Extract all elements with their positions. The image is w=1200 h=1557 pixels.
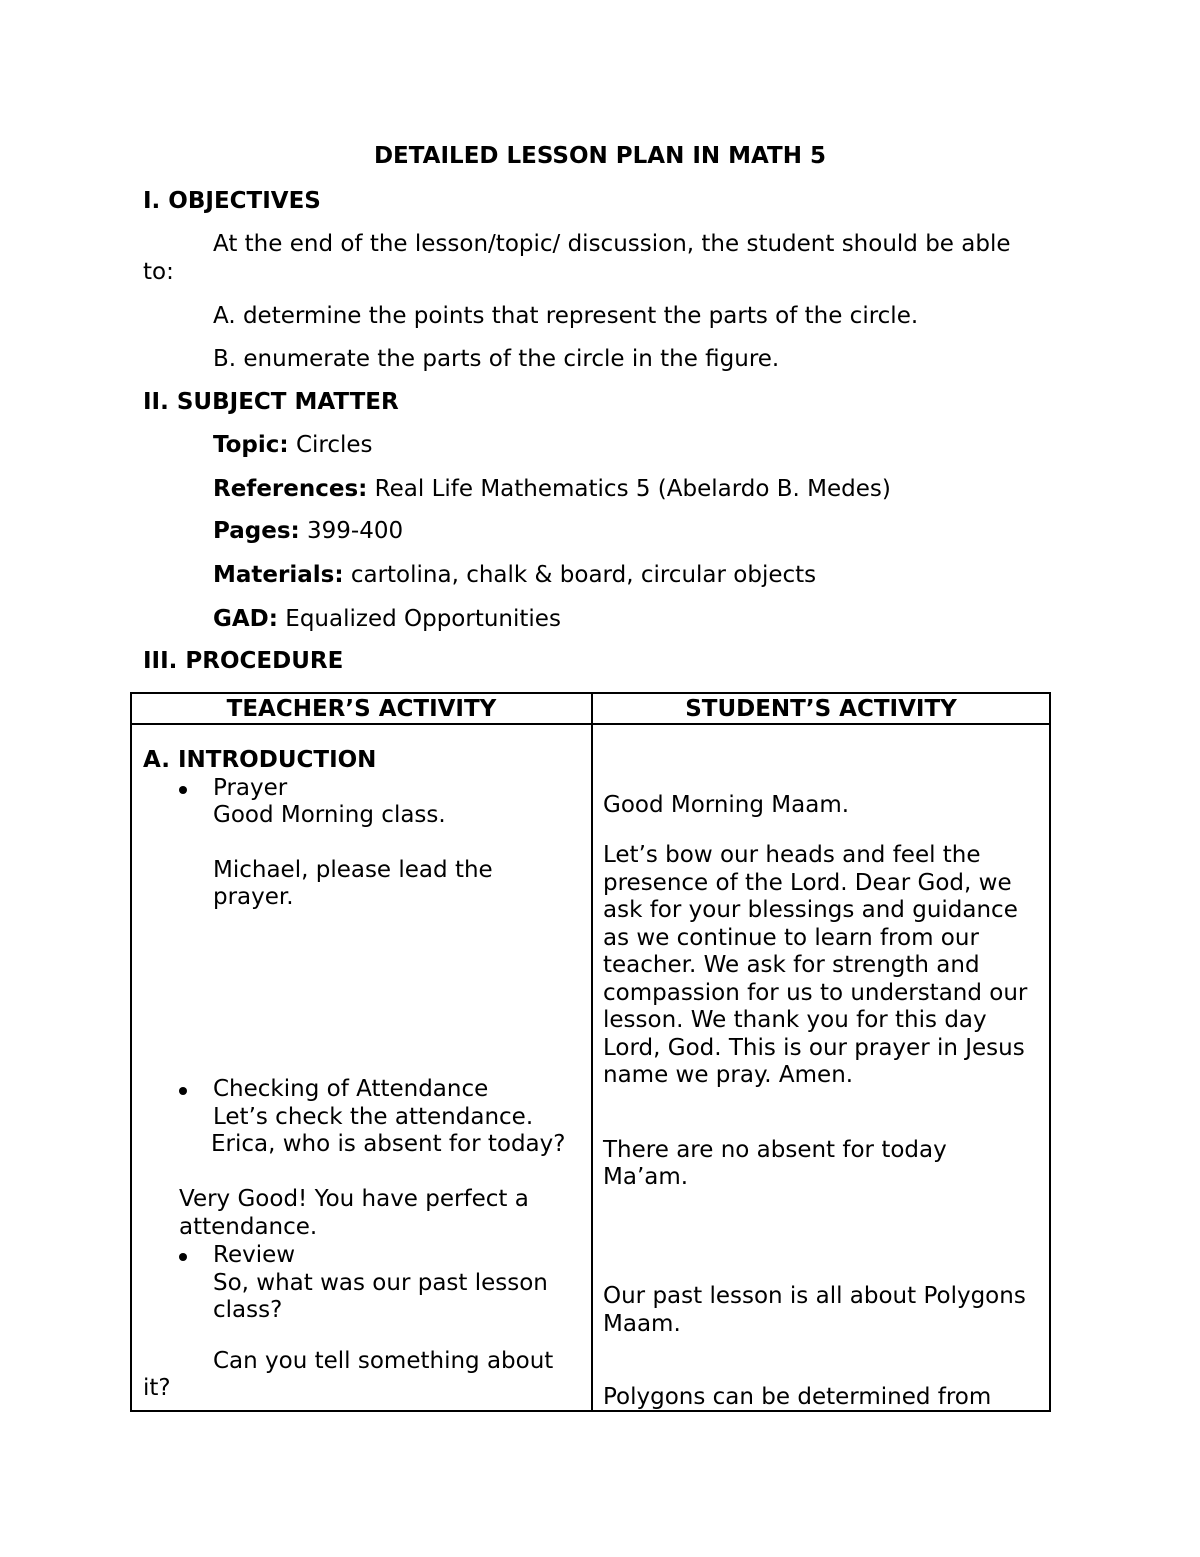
student-greeting: Good Morning Maam. xyxy=(603,792,850,818)
subject-matter-heading: II. SUBJECT MATTER xyxy=(143,389,399,415)
prayer-bullet-label: Prayer xyxy=(213,775,288,801)
objectives-intro-line1: At the end of the lesson/topic/ discussion, the student should be able xyxy=(213,231,1011,257)
gad-label: GAD: xyxy=(213,606,278,632)
teacher-prayer-request-line1: Michael, please lead the xyxy=(213,857,493,883)
student-prayer-line: as we continue to learn from our xyxy=(603,925,979,951)
objective-b: B. enumerate the parts of the circle in the figure. xyxy=(213,346,780,372)
pages-value: 399-400 xyxy=(307,518,404,544)
student-activity-header: STUDENT’S ACTIVITY xyxy=(685,696,957,722)
pages-label: Pages: xyxy=(213,518,300,544)
topic-label: Topic: xyxy=(213,432,289,458)
student-review-line3: Polygons can be determined from xyxy=(603,1384,992,1410)
teacher-prayer-request-line2: prayer. xyxy=(213,884,294,910)
gad-value: Equalized Opportunities xyxy=(285,606,561,632)
teacher-praise-line2: attendance. xyxy=(179,1214,318,1240)
teacher-praise-line1: Very Good! You have perfect a xyxy=(179,1186,529,1212)
student-review-line1: Our past lesson is all about Polygons xyxy=(603,1283,1026,1309)
bullet-icon xyxy=(179,1087,187,1095)
review-bullet-label: Review xyxy=(213,1242,296,1268)
student-attendance-line1: There are no absent for today xyxy=(603,1137,947,1163)
topic-value: Circles xyxy=(295,432,373,458)
student-prayer-line: presence of the Lord. Dear God, we xyxy=(603,870,1012,896)
teacher-activity-header: TEACHER’S ACTIVITY xyxy=(226,696,497,722)
materials-label: Materials: xyxy=(213,562,344,588)
gad-line xyxy=(213,606,561,633)
student-prayer-line: ask for your blessings and guidance xyxy=(603,897,1018,923)
teacher-review-line1: So, what was our past lesson xyxy=(213,1270,548,1296)
teacher-attendance-line2: Erica, who is absent for today? xyxy=(211,1131,566,1157)
student-prayer-line: teacher. We ask for strength and xyxy=(603,952,980,978)
materials-line xyxy=(213,562,816,589)
procedure-heading: III. PROCEDURE xyxy=(143,648,344,674)
header-divider xyxy=(132,723,1049,725)
pages-line xyxy=(213,518,403,545)
teacher-attendance-line1: Let’s check the attendance. xyxy=(213,1104,534,1130)
student-attendance-line2: Ma’am. xyxy=(603,1164,689,1190)
teacher-greeting: Good Morning class. xyxy=(213,802,446,828)
references-line xyxy=(213,476,891,503)
references-value: Real Life Mathematics 5 (Abelardo B. Medes) xyxy=(374,476,891,502)
student-prayer-line: lesson. We thank you for this day xyxy=(603,1007,987,1033)
materials-value: cartolina, chalk & board, circular objects xyxy=(350,562,817,588)
column-divider xyxy=(591,694,593,1410)
topic-line xyxy=(213,432,373,459)
attendance-bullet-label: Checking of Attendance xyxy=(213,1076,489,1102)
teacher-review-line3: Can you tell something about xyxy=(213,1348,554,1374)
student-prayer-line: name we pray. Amen. xyxy=(603,1062,854,1088)
procedure-table xyxy=(130,692,1051,1412)
student-prayer-line: Lord, God. This is our prayer in Jesus xyxy=(603,1035,1025,1061)
bullet-icon xyxy=(179,1253,187,1261)
student-prayer-line: Let’s bow our heads and feel the xyxy=(603,842,981,868)
objectives-heading: I. OBJECTIVES xyxy=(143,188,321,214)
bullet-icon xyxy=(179,786,187,794)
student-review-line2: Maam. xyxy=(603,1311,681,1337)
teacher-review-line2: class? xyxy=(213,1297,283,1323)
objectives-intro-line2: to: xyxy=(143,259,174,285)
section-introduction: A. INTRODUCTION xyxy=(143,747,377,773)
teacher-review-line4: it? xyxy=(143,1375,171,1401)
references-label: References: xyxy=(213,476,368,502)
page-title: DETAILED LESSON PLAN IN MATH 5 xyxy=(373,143,827,169)
student-prayer-line: compassion for us to understand our xyxy=(603,980,1028,1006)
objective-a: A. determine the points that represent the parts of the circle. xyxy=(213,303,919,329)
